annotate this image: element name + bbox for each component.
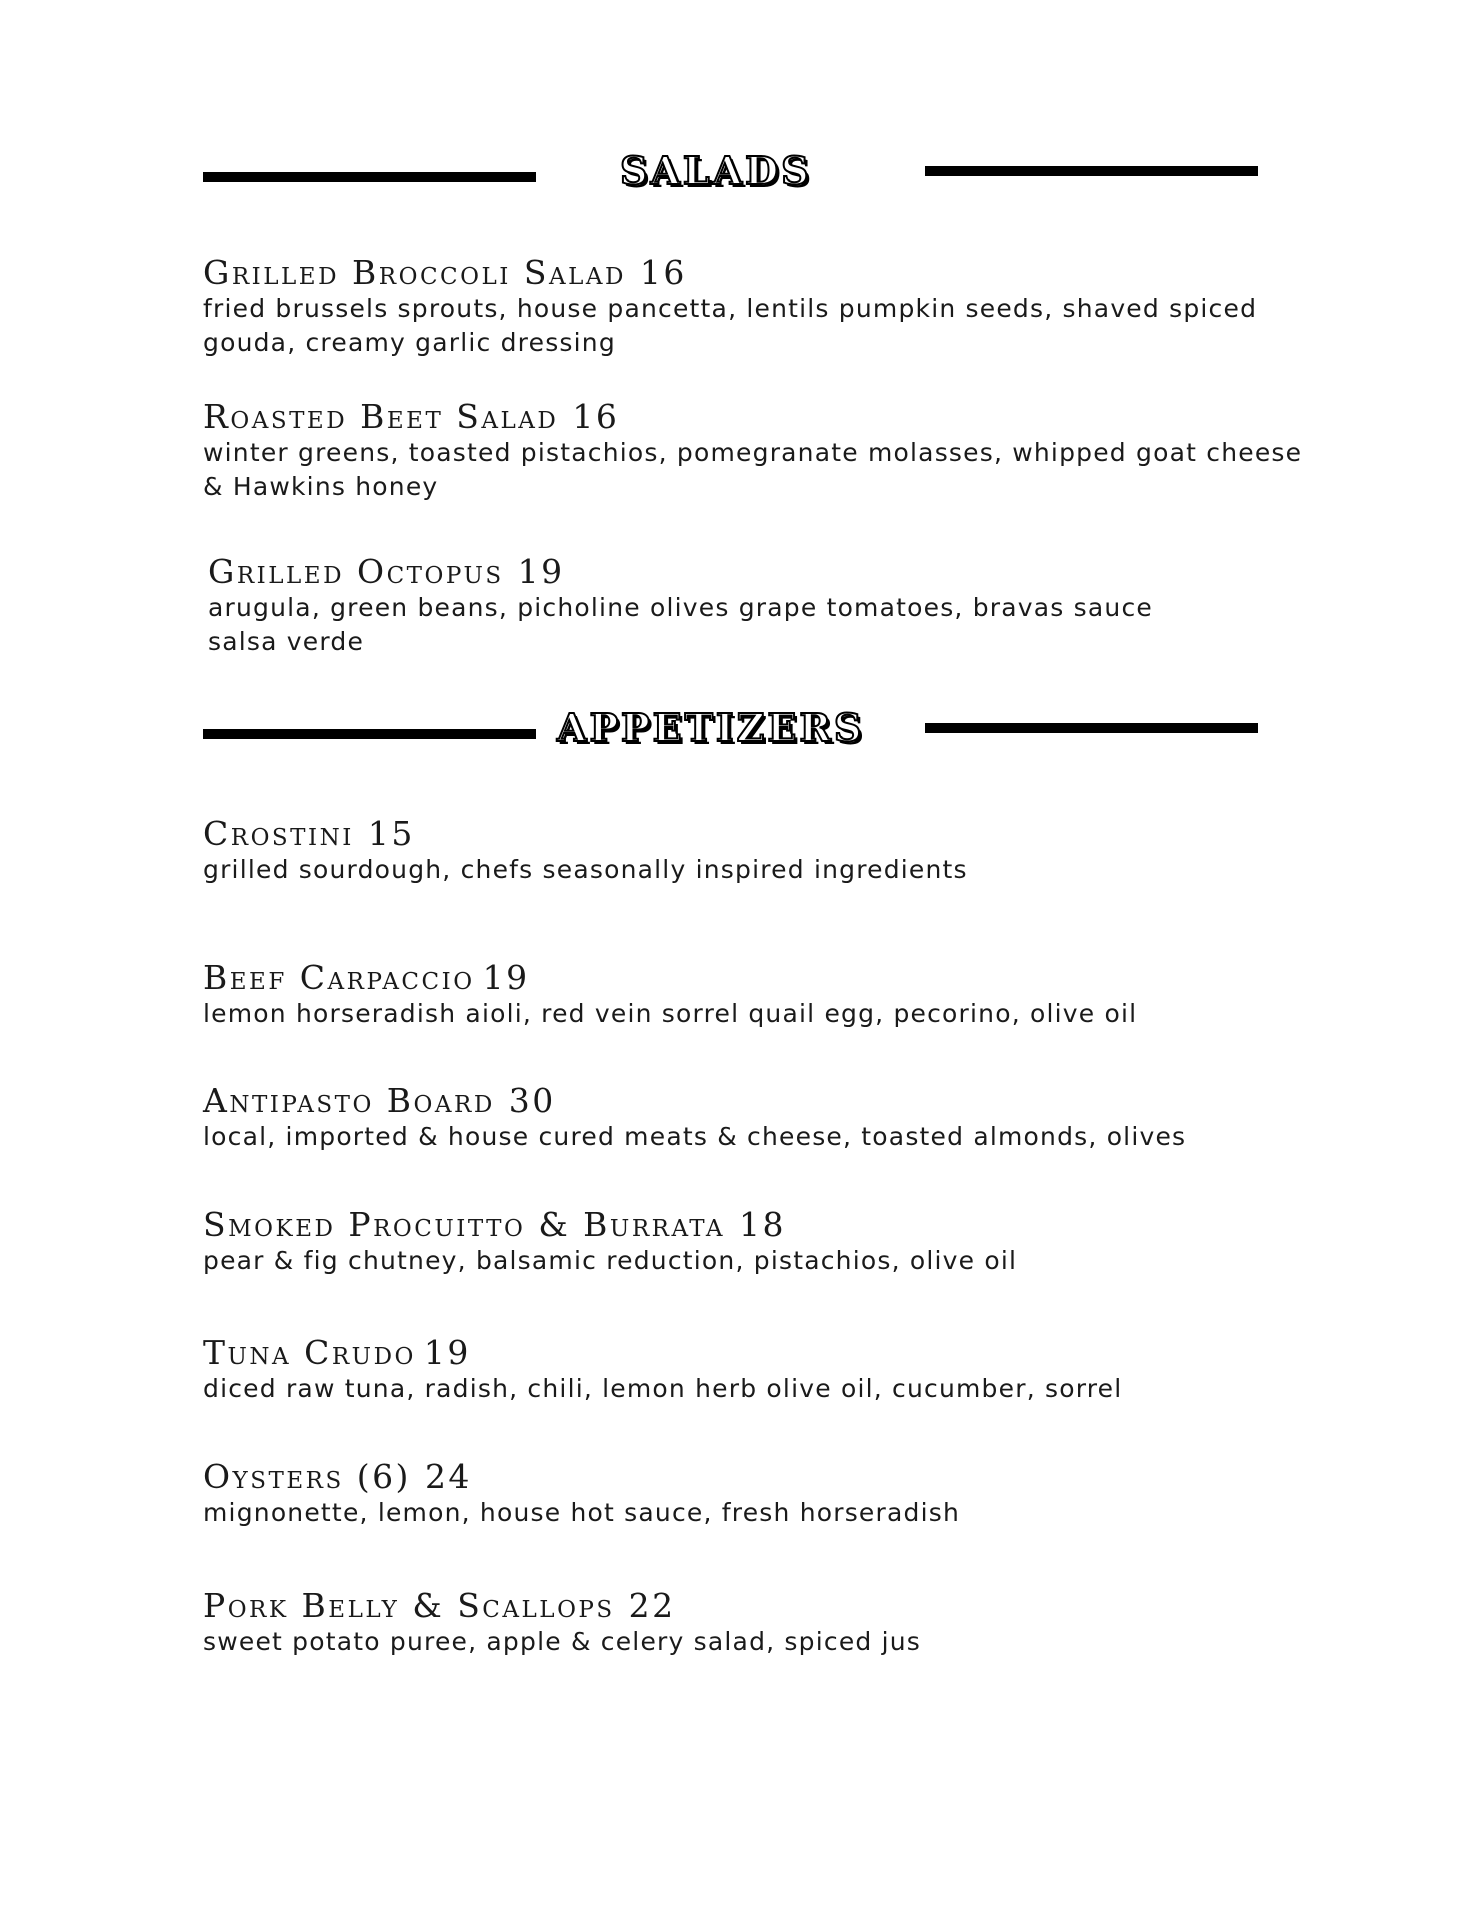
menu-item xyxy=(203,1587,1303,1659)
item-price: 18 xyxy=(739,1205,786,1244)
item-description-line: diced raw tuna, radish, chili, lemon herb olive oil, cucumber, sorrel xyxy=(203,1374,1123,1403)
item-price: 15 xyxy=(367,814,415,853)
menu-item xyxy=(203,815,1303,887)
item-description xyxy=(208,591,1308,659)
menu-item xyxy=(203,1458,1303,1530)
item-title xyxy=(203,959,1303,997)
item-title xyxy=(203,1458,1303,1496)
item-title xyxy=(203,1206,1303,1244)
item-description-line: lemon horseradish aioli, red vein sorrel quail egg, pecorino, olive oil xyxy=(203,999,1138,1028)
item-price: 16 xyxy=(639,253,687,292)
item-price: 16 xyxy=(572,397,620,436)
item-description-line: salsa verde xyxy=(208,627,365,656)
item-name: Beef Carpaccio xyxy=(203,958,475,997)
item-name: Antipasto Board xyxy=(203,1081,495,1120)
menu-item xyxy=(203,1206,1303,1278)
salads-rule-left xyxy=(203,172,536,182)
item-title xyxy=(203,1334,1303,1372)
item-description xyxy=(203,997,1303,1031)
item-name: Roasted Beet Salad xyxy=(203,397,559,436)
item-name: Tuna Crudo xyxy=(203,1333,416,1372)
menu-item xyxy=(203,254,1303,360)
item-name: Grilled Octopus xyxy=(208,552,504,591)
item-description xyxy=(203,436,1303,504)
item-description-line: winter greens, toasted pistachios, pomegranate molasses, whipped goat cheese xyxy=(203,438,1303,467)
item-description xyxy=(203,1244,1303,1278)
item-description xyxy=(203,292,1303,360)
item-description xyxy=(203,1372,1303,1406)
item-description-line: local, imported & house cured meats & cheese, toasted almonds, olives xyxy=(203,1122,1187,1151)
item-name: Pork Belly & Scallops xyxy=(203,1586,615,1625)
item-description-line: pear & fig chutney, balsamic reduction, pistachios, olive oil xyxy=(203,1246,1018,1275)
item-price: 19 xyxy=(423,1333,471,1372)
item-name: Smoked Procuitto & Burrata xyxy=(203,1205,725,1244)
salads-rule-right xyxy=(925,166,1258,176)
item-description-line: arugula, green beans, picholine olives grape tomatoes, bravas sauce xyxy=(208,593,1153,622)
item-price: 22 xyxy=(628,1586,676,1625)
menu-item xyxy=(203,398,1303,504)
item-price: 19 xyxy=(517,552,565,591)
appetizers-rule-left xyxy=(203,729,536,739)
item-title xyxy=(203,1082,1303,1120)
item-title xyxy=(208,553,1308,591)
appetizers-rule-right xyxy=(925,723,1258,733)
item-title xyxy=(203,254,1303,292)
item-title xyxy=(203,1587,1303,1625)
menu-item xyxy=(203,1082,1303,1154)
item-name: Crostini xyxy=(203,814,354,853)
item-name: Oysters (6) xyxy=(203,1457,411,1496)
item-title xyxy=(203,398,1303,436)
item-name: Grilled Broccoli Salad xyxy=(203,253,626,292)
item-description-line: mignonette, lemon, house hot sauce, fresh horseradish xyxy=(203,1498,960,1527)
item-price: 24 xyxy=(424,1457,472,1496)
item-description-line: gouda, creamy garlic dressing xyxy=(203,328,616,357)
item-description-line: fried brussels sprouts, house pancetta, lentils pumpkin seeds, shaved spiced xyxy=(203,294,1258,323)
section-title-appetizers: APPETIZERS xyxy=(557,705,865,750)
item-description-line: sweet potato puree, apple & celery salad, spiced jus xyxy=(203,1627,922,1656)
item-title xyxy=(203,815,1303,853)
item-price: 19 xyxy=(482,958,530,997)
menu-item xyxy=(203,959,1303,1031)
item-price: 30 xyxy=(508,1081,556,1120)
menu-item xyxy=(203,1334,1303,1406)
item-description xyxy=(203,1120,1303,1154)
item-description-line: & Hawkins honey xyxy=(203,472,439,501)
section-title-salads: SALADS xyxy=(620,148,812,193)
menu-item xyxy=(208,553,1308,659)
item-description xyxy=(203,853,1303,887)
item-description xyxy=(203,1625,1303,1659)
item-description xyxy=(203,1496,1303,1530)
item-description-line: grilled sourdough, chefs seasonally inspired ingredients xyxy=(203,855,968,884)
